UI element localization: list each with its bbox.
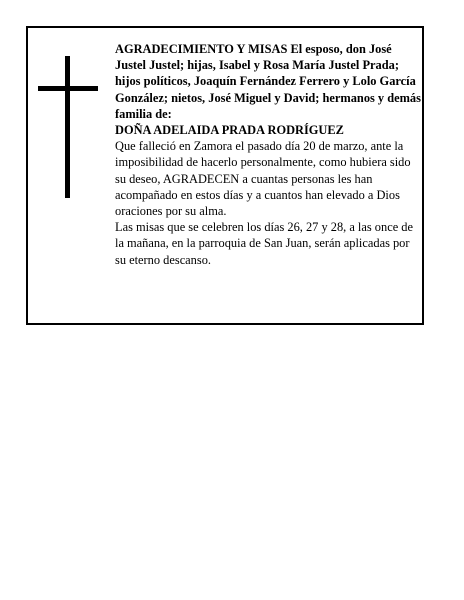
cross-vertical-bar	[65, 56, 70, 198]
obituary-notice	[26, 26, 424, 325]
deceased-name: DOÑA ADELAIDA PRADA RODRÍGUEZ	[115, 123, 344, 138]
cross-horizontal-bar	[38, 86, 98, 91]
notice-header: AGRADECIMIENTO Y MISAS El esposo, don José Justel Justel; hijas, Isabel y Rosa María Justel Prada; hijos políticos, Joaquín Fernández Ferrero y Lolo García González; nietos, José Miguel y David; hermanos y demás familia de:	[115, 42, 421, 121]
cross-icon	[38, 56, 98, 198]
notice-paragraph-thanks: Que falleció en Zamora el pasado día 20 de marzo, ante la imposibilidad de hacerlo personalmente, como hubiera sido su deseo, AGRADECEN a cuantas personas les han acompañado en estos días y a cuantos han elevado a Dios oraciones por su alma.	[115, 139, 411, 219]
notice-paragraph-masses: Las misas que se celebren los días 26, 27 y 28, a las once de la mañana, en la parroquia de San Juan, serán aplicadas por su eterno descanso.	[115, 220, 413, 267]
notice-text	[115, 41, 421, 268]
